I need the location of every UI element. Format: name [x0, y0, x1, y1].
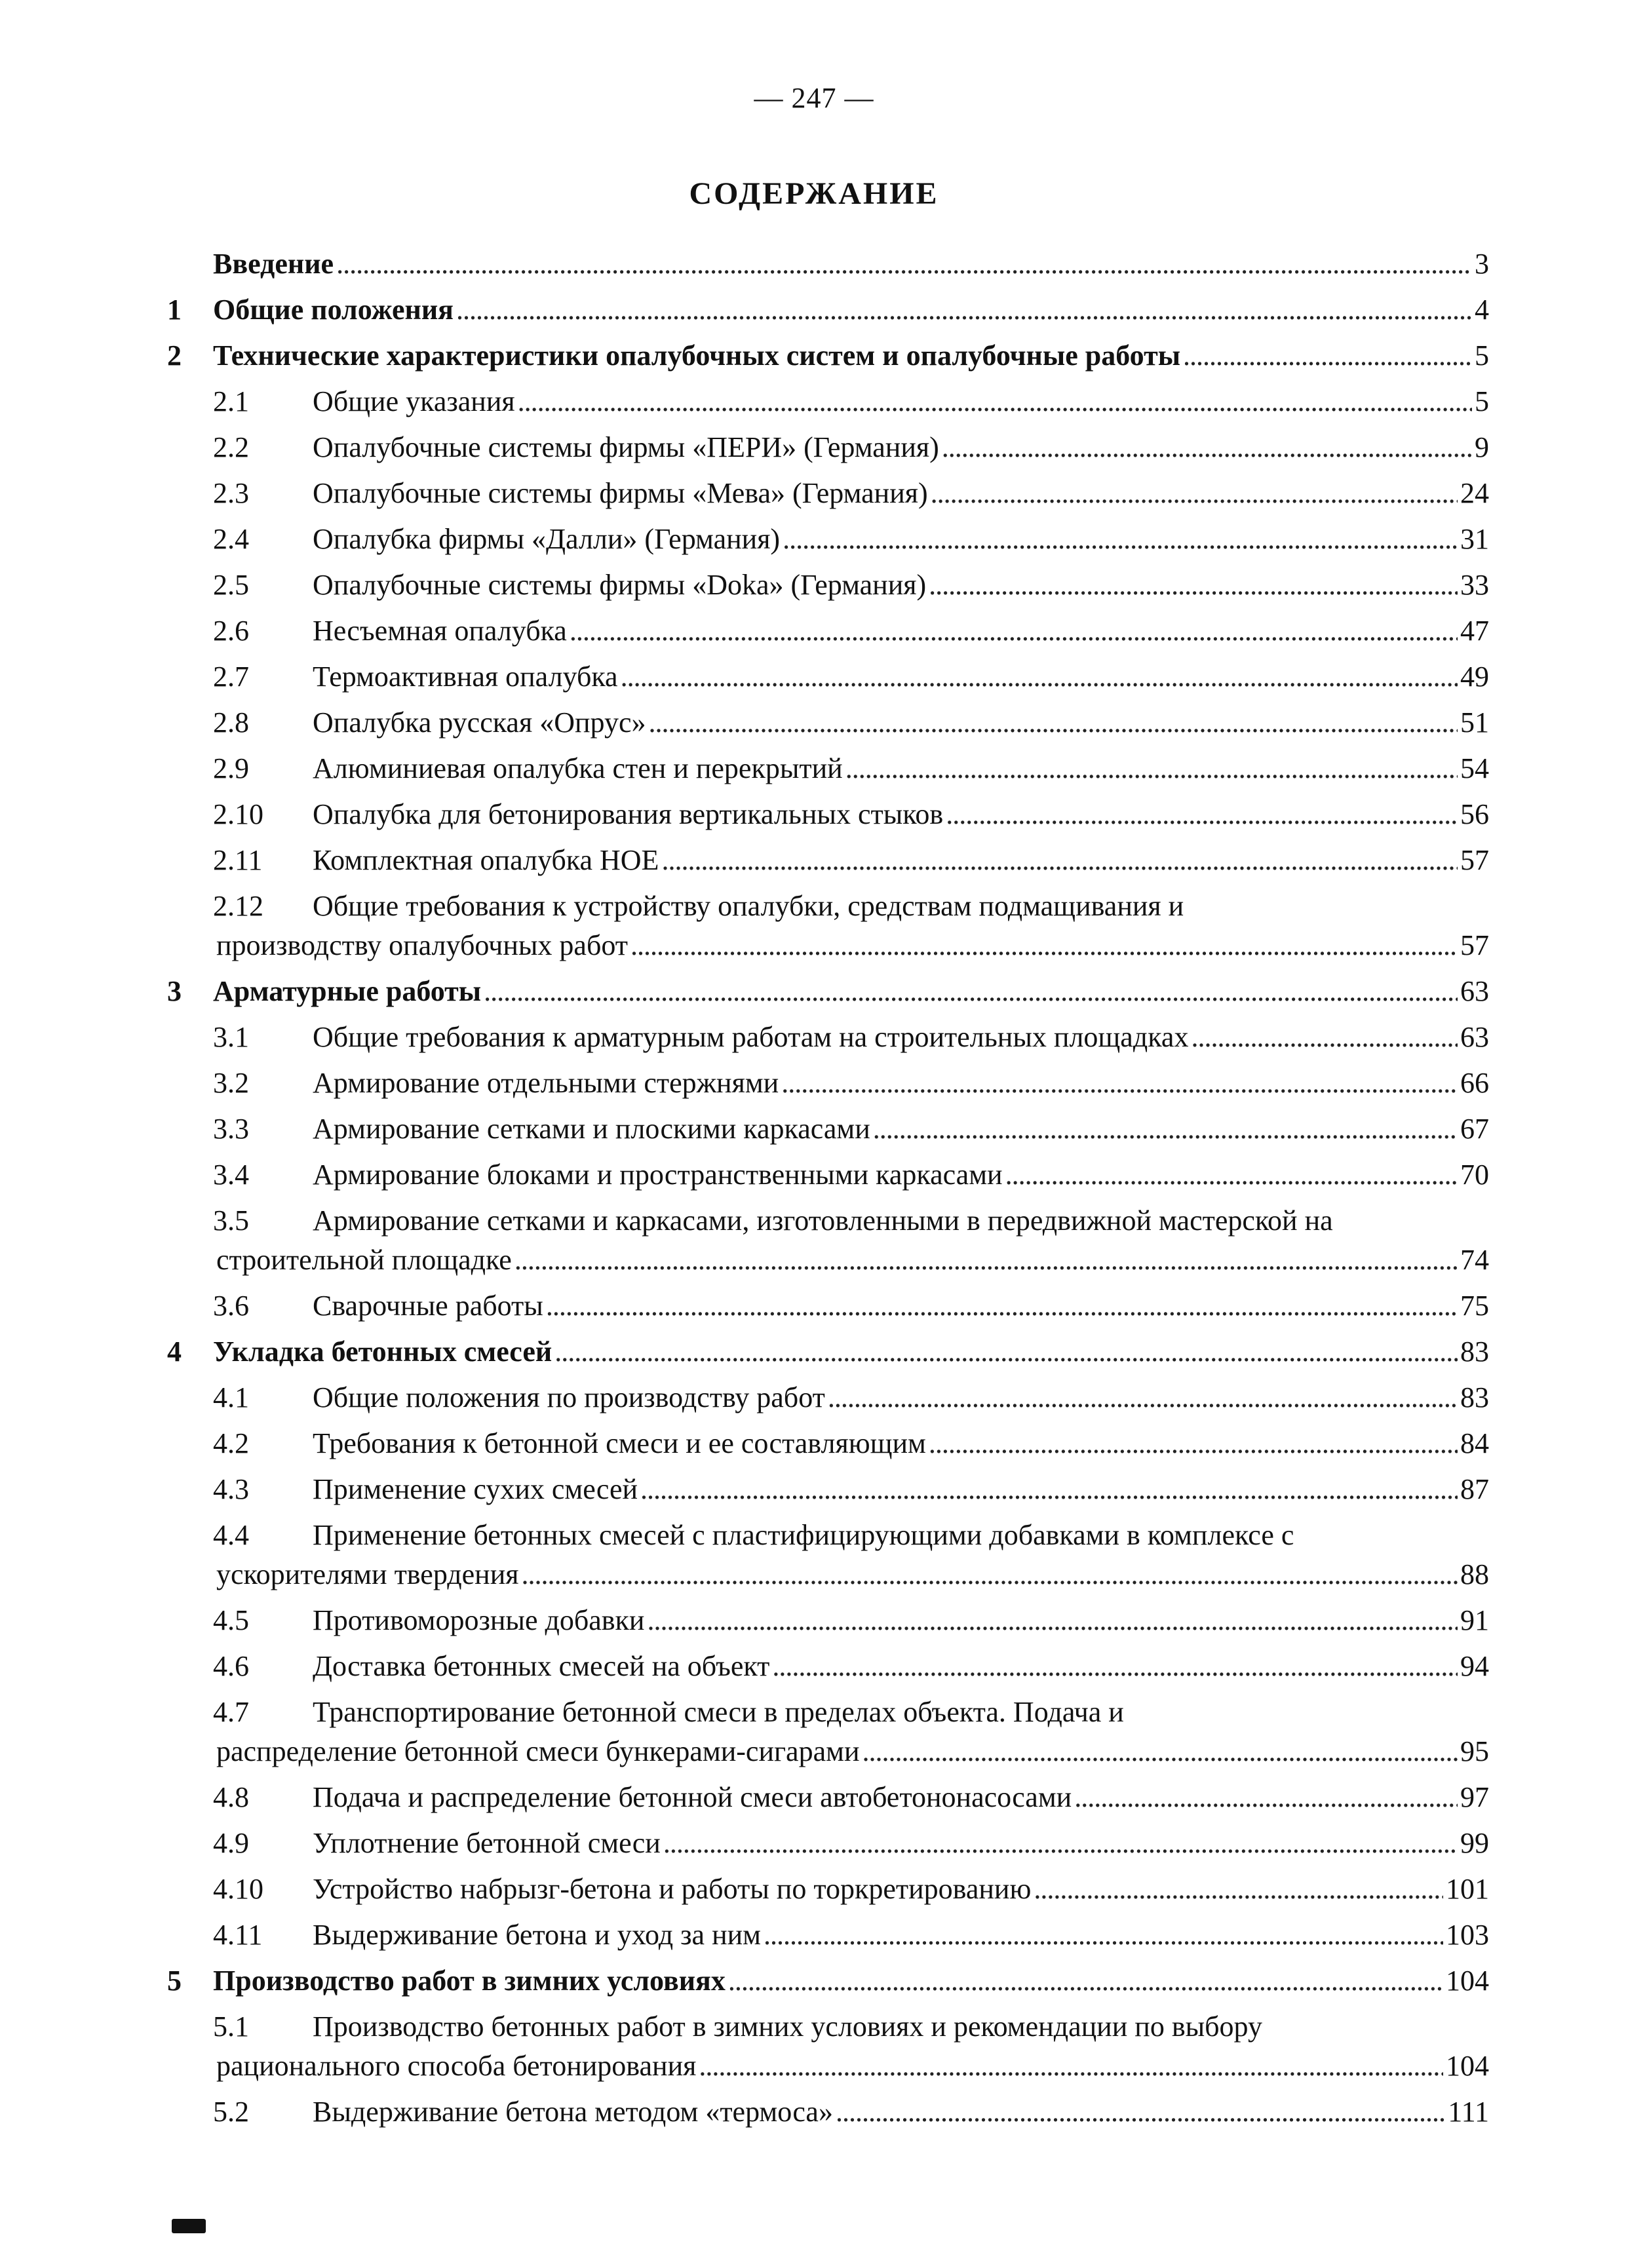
toc-entry-page: 75	[1460, 1290, 1489, 1322]
toc-entry-page: 3	[1475, 248, 1489, 280]
toc-entry	[167, 2004, 1489, 2089]
toc-entry-line	[313, 1375, 1489, 1421]
dot-leader	[621, 654, 1458, 700]
toc-entry-number: 3.6	[213, 1290, 249, 1322]
dot-leader	[828, 1375, 1458, 1421]
toc-entry-line	[313, 1866, 1489, 1912]
dot-leader	[518, 379, 1472, 425]
toc-entry-page: 66	[1460, 1067, 1489, 1099]
page-number: — 247 —	[754, 82, 874, 114]
toc-entry-title: Опалубочные системы фирмы «ПЕРИ» (Германия)	[313, 431, 939, 463]
toc-entry-line	[313, 1421, 1489, 1467]
toc-entry-title-first-line: Общие требования к устройству опалубки, средствам подмащивания и	[313, 890, 1184, 922]
toc-entry-page: 9	[1475, 431, 1489, 463]
toc-entry-title: Применение сухих смесей	[313, 1473, 638, 1505]
toc-entry-line	[216, 1729, 1489, 1775]
dot-leader	[484, 969, 1458, 1014]
page-title: СОДЕРЖАНИЕ	[689, 176, 939, 211]
dot-leader	[630, 923, 1458, 969]
toc-entry	[167, 1866, 1489, 1912]
toc-entry-title: Опалубка русская «Опрус»	[313, 706, 646, 739]
toc-entry-page: 101	[1446, 1873, 1489, 1905]
toc-entry-title: Общие положения	[213, 294, 454, 326]
dot-leader	[873, 1106, 1458, 1152]
toc-entry-line	[313, 471, 1489, 516]
toc-entry-title: производству опалубочных работ	[216, 929, 628, 961]
toc-entry-page: 33	[1460, 569, 1489, 601]
toc-entry-title: Технические характеристики опалубочных систем и опалубочные работы	[213, 339, 1181, 372]
dot-leader	[946, 792, 1458, 837]
toc-entry-number: 2.11	[213, 844, 263, 876]
toc-entry-number: 4.8	[213, 1781, 249, 1813]
toc-entry-page: 104	[1446, 1965, 1489, 1997]
toc-entry	[167, 969, 1489, 1014]
toc-entry	[167, 792, 1489, 837]
dot-leader	[699, 2043, 1443, 2089]
toc-entry-line	[313, 1014, 1489, 1060]
toc-entry	[167, 1198, 1489, 1283]
toc-entry-number: 4.10	[213, 1873, 263, 1905]
toc-entry	[167, 1014, 1489, 1060]
toc-entry-line	[313, 1106, 1489, 1152]
toc-entry	[167, 1689, 1489, 1775]
dot-leader	[554, 1329, 1458, 1375]
toc-entry-title-first-line: Производство бетонных работ в зимних условиях и рекомендации по выбору	[313, 2010, 1262, 2043]
toc-entry-number: 2.3	[213, 477, 249, 509]
toc-entry-number: 2.2	[213, 431, 249, 463]
toc-entry	[167, 2089, 1489, 2135]
toc-entry-line	[313, 1598, 1489, 1643]
toc-entry-page: 31	[1460, 523, 1489, 555]
toc-entry-title: Арматурные работы	[213, 975, 482, 1007]
toc-entry-page: 111	[1448, 2096, 1489, 2128]
toc-entry-page: 54	[1460, 752, 1489, 784]
toc-entry	[167, 516, 1489, 562]
toc-entry-title: Укладка бетонных смесей	[213, 1336, 552, 1368]
toc-entry-number: 2.7	[213, 661, 249, 693]
toc-entry-page: 63	[1460, 975, 1489, 1007]
toc-entry-line	[216, 2043, 1489, 2089]
toc-entry	[167, 333, 1489, 379]
toc-entry	[167, 241, 1489, 287]
toc-entry-number: 4.5	[213, 1604, 249, 1636]
toc-entry-line	[213, 1329, 1489, 1375]
toc-entry-number: 4	[167, 1336, 182, 1368]
toc-entry-line	[313, 1912, 1489, 1958]
toc-entry-title: Сварочные работы	[313, 1290, 543, 1322]
dot-leader	[456, 287, 1472, 333]
toc-entry-page: 57	[1460, 929, 1489, 961]
toc-entry-line	[313, 1467, 1489, 1512]
toc-entry-page: 97	[1460, 1781, 1489, 1813]
dot-leader	[1005, 1152, 1458, 1198]
toc-entry-number: 2.10	[213, 798, 263, 830]
toc-entry-title: Выдерживание бетона методом «термоса»	[313, 2096, 833, 2128]
toc-entry	[167, 883, 1489, 969]
dot-leader	[570, 608, 1458, 654]
toc-entry-number: 3.3	[213, 1113, 249, 1145]
dot-leader	[942, 425, 1472, 471]
toc-entry-number: 4.6	[213, 1650, 249, 1682]
dot-leader	[764, 1912, 1443, 1958]
toc-entry	[167, 1375, 1489, 1421]
dot-leader	[929, 562, 1458, 608]
toc-entry-title: Введение	[213, 248, 334, 280]
toc-entry-title: Доставка бетонных смесей на объект	[313, 1650, 770, 1682]
toc-entry-title-first-line: Армирование сетками и каркасами, изготовленными в передвижной мастерской на	[313, 1204, 1333, 1237]
toc-entry-number: 2.6	[213, 615, 249, 647]
toc-entry-page: 94	[1460, 1650, 1489, 1682]
toc-entry-number: 2.5	[213, 569, 249, 601]
dot-leader	[845, 746, 1458, 792]
toc-entry-title: рационального способа бетонирования	[216, 2050, 697, 2082]
toc-entry-number: 2.9	[213, 752, 249, 784]
toc-entry-page: 70	[1460, 1159, 1489, 1191]
toc-entry	[167, 654, 1489, 700]
toc-entry-title: строительной площадке	[216, 1244, 512, 1276]
toc-entry-line	[313, 837, 1489, 883]
toc-entry	[167, 1512, 1489, 1598]
toc-entry-title: Армирование сетками и плоскими каркасами	[313, 1113, 870, 1145]
dot-leader	[640, 1467, 1458, 1512]
toc-entry	[167, 700, 1489, 746]
toc-entry-number: 3.4	[213, 1159, 249, 1191]
toc-entry-line	[216, 923, 1489, 969]
toc-entry	[167, 1598, 1489, 1643]
toc-entry-line	[216, 1237, 1489, 1283]
toc-entry-number: 5	[167, 1965, 182, 1997]
toc-entry-line	[313, 1152, 1489, 1198]
toc-entry	[167, 379, 1489, 425]
toc-entry-title: Опалубочные системы фирмы «Doka» (Германия)	[313, 569, 927, 601]
toc-entry-line	[313, 2089, 1489, 2135]
toc-entry-page: 56	[1460, 798, 1489, 830]
toc-entry-number: 3.5	[213, 1204, 249, 1237]
toc-entry	[167, 1152, 1489, 1198]
toc-entry-page: 95	[1460, 1735, 1489, 1767]
toc-entry-number: 2.12	[213, 890, 263, 922]
dot-leader	[1183, 333, 1472, 379]
toc-entry-title: Опалубка фирмы «Далли» (Германия)	[313, 523, 781, 555]
toc-entry-page: 84	[1460, 1427, 1489, 1459]
dot-leader	[783, 516, 1458, 562]
dot-leader	[1034, 1866, 1443, 1912]
toc-entry-title: Уплотнение бетонной смеси	[313, 1827, 661, 1859]
dot-leader	[1191, 1014, 1458, 1060]
toc-entry-line	[313, 792, 1489, 837]
toc-entry-number: 1	[167, 294, 182, 326]
toc-entry	[167, 1467, 1489, 1512]
toc-entry-title: Производство работ в зимних условиях	[213, 1965, 726, 1997]
toc-entry-title: распределение бетонной смеси бункерами-сигарами	[216, 1735, 860, 1767]
toc-entry	[167, 1643, 1489, 1689]
toc-entry-number: 4.11	[213, 1919, 263, 1951]
toc-entry-page: 4	[1475, 294, 1489, 326]
scan-mark	[172, 2219, 206, 2233]
toc-entry-number: 3	[167, 975, 182, 1007]
toc-entry-page: 51	[1460, 706, 1489, 739]
toc-entry-title: Армирование блоками и пространственными каркасами	[313, 1159, 1003, 1191]
toc-entry-page: 67	[1460, 1113, 1489, 1145]
dot-leader	[929, 1421, 1458, 1467]
dot-leader	[931, 471, 1458, 516]
toc-entry	[167, 608, 1489, 654]
dot-leader	[546, 1283, 1458, 1329]
toc-entry-title: Несъемная опалубка	[313, 615, 567, 647]
toc-entry-title: Комплектная опалубка НОЕ	[313, 844, 659, 876]
dot-leader	[1074, 1775, 1458, 1820]
toc-entry-title: ускорителями твердения	[216, 1558, 519, 1590]
dot-leader	[862, 1729, 1458, 1775]
toc-entry-page: 88	[1460, 1558, 1489, 1590]
toc-entry	[167, 287, 1489, 333]
toc-entry-title: Общие положения по производству работ	[313, 1381, 825, 1413]
toc-entry-page: 49	[1460, 661, 1489, 693]
dot-leader	[648, 700, 1458, 746]
dot-leader	[781, 1060, 1458, 1106]
toc-entry-number: 2.8	[213, 706, 249, 739]
toc-entry-line	[313, 1060, 1489, 1106]
toc-entry-number: 5.2	[213, 2096, 249, 2128]
toc-entry	[167, 1060, 1489, 1106]
dot-leader	[514, 1237, 1458, 1283]
toc-entry-number: 2.4	[213, 523, 249, 555]
toc-entry-number: 4.2	[213, 1427, 249, 1459]
toc-entry-line	[213, 333, 1489, 379]
toc-entry	[167, 471, 1489, 516]
toc-entry-line	[213, 287, 1489, 333]
toc-entry-number: 5.1	[213, 2010, 249, 2043]
dot-leader	[522, 1552, 1458, 1598]
dot-leader	[661, 837, 1458, 883]
dot-leader	[836, 2089, 1445, 2135]
toc-entry-line	[216, 1552, 1489, 1598]
toc-entry-number: 4.7	[213, 1696, 249, 1728]
toc-entry-title: Общие требования к арматурным работам на строительных площадках	[313, 1021, 1189, 1053]
toc-entry-line	[213, 1958, 1489, 2004]
table-of-contents	[167, 241, 1489, 2135]
toc-entry-title: Армирование отдельными стержнями	[313, 1067, 779, 1099]
toc-entry-line	[213, 969, 1489, 1014]
toc-entry-title: Термоактивная опалубка	[313, 661, 618, 693]
toc-entry-line	[313, 700, 1489, 746]
toc-entry-number: 4.1	[213, 1381, 249, 1413]
toc-entry-number: 2	[167, 339, 182, 372]
toc-entry	[167, 1775, 1489, 1820]
dot-leader	[336, 241, 1472, 287]
toc-entry-line	[313, 425, 1489, 471]
dot-leader	[728, 1958, 1443, 2004]
toc-entry-title-first-line: Транспортирование бетонной смеси в пределах объекта. Подача и	[313, 1696, 1124, 1728]
toc-entry-page: 99	[1460, 1827, 1489, 1859]
toc-entry-line	[313, 746, 1489, 792]
toc-entry-line	[313, 654, 1489, 700]
toc-entry-title-first-line: Применение бетонных смесей с пластифицирующими добавками в комплексе с	[313, 1519, 1294, 1551]
toc-entry-page: 47	[1460, 615, 1489, 647]
toc-entry-line	[313, 1643, 1489, 1689]
toc-entry-line	[313, 516, 1489, 562]
toc-entry-page: 83	[1460, 1381, 1489, 1413]
toc-entry	[167, 1421, 1489, 1467]
toc-entry-number: 2.1	[213, 385, 249, 417]
toc-entry-page: 87	[1460, 1473, 1489, 1505]
toc-entry-page: 103	[1446, 1919, 1489, 1951]
toc-entry-page: 57	[1460, 844, 1489, 876]
toc-entry-title: Опалубочные системы фирмы «Мева» (Германия)	[313, 477, 928, 509]
toc-entry-line	[313, 379, 1489, 425]
toc-entry-page: 5	[1475, 339, 1489, 372]
toc-entry-title: Подача и распределение бетонной смеси автобетононасосами	[313, 1781, 1072, 1813]
toc-entry-page: 24	[1460, 477, 1489, 509]
toc-entry	[167, 1106, 1489, 1152]
toc-entry	[167, 1912, 1489, 1958]
toc-entry-number: 4.9	[213, 1827, 249, 1859]
toc-entry	[167, 1820, 1489, 1866]
toc-entry-line	[313, 1820, 1489, 1866]
toc-entry-title: Общие указания	[313, 385, 515, 417]
toc-entry-number: 4.3	[213, 1473, 249, 1505]
toc-entry-line	[313, 1283, 1489, 1329]
toc-entry-title: Алюминиевая опалубка стен и перекрытий	[313, 752, 843, 784]
toc-entry-line	[313, 608, 1489, 654]
toc-entry-line	[313, 1775, 1489, 1820]
toc-entry	[167, 1329, 1489, 1375]
toc-entry-page: 104	[1446, 2050, 1489, 2082]
toc-entry-page: 91	[1460, 1604, 1489, 1636]
toc-entry	[167, 1958, 1489, 2004]
toc-entry-number: 3.1	[213, 1021, 249, 1053]
toc-entry-number: 3.2	[213, 1067, 249, 1099]
toc-entry-page: 5	[1475, 385, 1489, 417]
dot-leader	[647, 1598, 1458, 1643]
toc-entry	[167, 746, 1489, 792]
toc-entry-title: Устройство набрызг-бетона и работы по торкретированию	[313, 1873, 1032, 1905]
toc-entry-page: 63	[1460, 1021, 1489, 1053]
toc-entry	[167, 425, 1489, 471]
dot-leader	[663, 1820, 1458, 1866]
toc-entry-title: Противоморозные добавки	[313, 1604, 645, 1636]
toc-entry-line	[313, 562, 1489, 608]
dot-leader	[772, 1643, 1458, 1689]
toc-entry-page: 83	[1460, 1336, 1489, 1368]
toc-entry-title: Выдерживание бетона и уход за ним	[313, 1919, 762, 1951]
toc-entry	[167, 1283, 1489, 1329]
toc-entry-page: 74	[1460, 1244, 1489, 1276]
toc-entry-number: 4.4	[213, 1519, 249, 1551]
toc-entry-title: Опалубка для бетонирования вертикальных стыков	[313, 798, 944, 830]
toc-entry-title: Требования к бетонной смеси и ее составляющим	[313, 1427, 926, 1459]
toc-entry	[167, 837, 1489, 883]
toc-entry-line	[213, 241, 1489, 287]
toc-entry	[167, 562, 1489, 608]
